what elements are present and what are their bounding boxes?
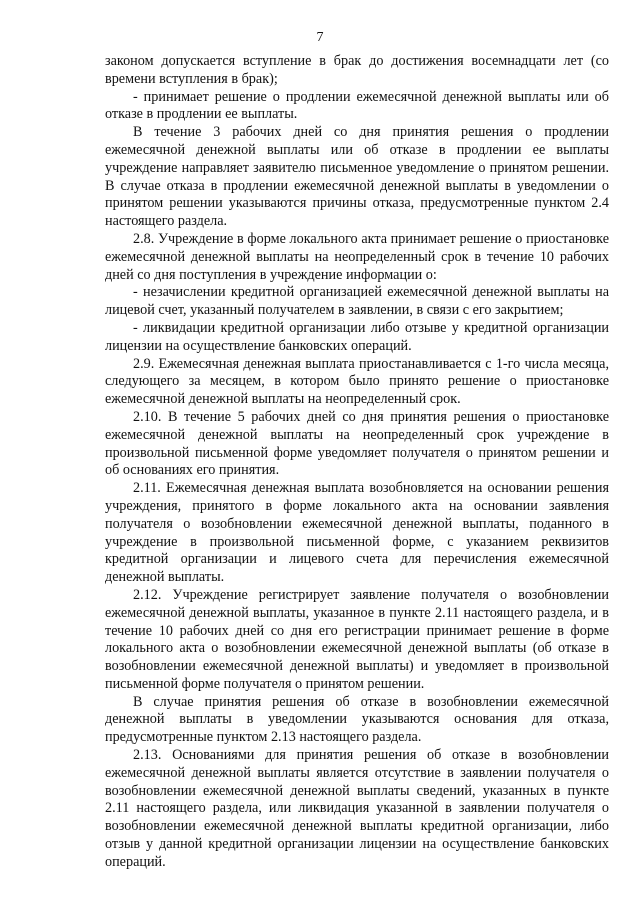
paragraph-3: В течение 3 рабочих дней со дня принятия решения о продлении ежемесячной денежной выплаты или об отказе в продлении ее выплаты учреждение направляет заявителю письменное уведомление о принятом решении. В случае отказа в продлении ежемесячной денежной выплаты в уведомлении о принятом решении указываются причины отказа, предусмотренные пунктом 2.4 настоящего раздела. [105,124,609,230]
paragraph-2-9: 2.9. Ежемесячная денежная выплата приостанавливается с 1-го числа месяца, следующего за месяцем, в котором было принято решение о приостановке ежемесячной денежной выплаты на неопределенный срок. [105,355,609,408]
paragraph-2-8: 2.8. Учреждение в форме локального акта принимает решение о приостановке ежемесячной денежной выплаты на неопределенный срок в течение 10 рабочих дней со дня поступления в учреждение информации о: [105,230,609,283]
page-number: 7 [316,30,324,45]
document-body [105,53,609,872]
paragraph-refusal-notice: В случае принятия решения об отказе в возобновлении ежемесячной денежной выплаты в уведомлении указываются основания для отказа, предусмотренные пунктом 2.13 настоящего раздела. [105,693,609,746]
list-item-likvidatsiya: - ликвидации кредитной организации либо отзыве у кредитной организации лицензии на осуществление банковских операций. [105,319,609,354]
paragraph-2-12: 2.12. Учреждение регистрирует заявление получателя о возобновлении ежемесячной денежной выплаты, указанное в пункте 2.11 настоящего раздела, и в течение 10 рабочих дней со дня его регистрации принимает решение в форме локального акта о возобновлении ежемесячной денежной выплаты (об отказе в возобновлении ежемесячной денежной выплаты) и уведомляет в произвольной письменной форме получателя о принятом решении. [105,586,609,692]
paragraph-2-13: 2.13. Основаниями для принятия решения об отказе в возобновлении ежемесячной денежной выплаты является отсутствие в заявлении получателя о возобновлении ежемесячной денежной выплаты сведений, указанных в пункте 2.11 настоящего раздела, или ликвидация указанной в заявлении получателя о возобновлении ежемесячной денежной выплаты кредитной организации, либо отзыв у данной кредитной организации лицензии на осуществление банковских операций. [105,747,609,870]
paragraph-2-10: 2.10. В течение 5 рабочих дней со дня принятия решения о приостановке ежемесячной денежной выплаты на неопределенный срок учреждение в произвольной письменной форме уведомляет получателя о принятом решении и об основаниях его принятия. [105,408,609,479]
paragraph-2: - принимает решение о продлении ежемесячной денежной выплаты или об отказе в продлении ее выплаты. [105,88,609,123]
list-item-nezachislenie: - незачислении кредитной организацией ежемесячной денежной выплаты на лицевой счет, указанный получателем в заявлении, в связи с его закрытием; [105,284,609,319]
paragraph-2-11: 2.11. Ежемесячная денежная выплата возобновляется на основании решения учреждения, принятого в форме локального акта на основании заявления получателя о возобновлении ежемесячной денежной выплаты, поданного в учреждение в произвольной письменной форме, с указанием реквизитов кредитной организации и лицевого счета для перечисления ежемесячной денежной выплаты. [105,480,609,586]
paragraph-1: законом допускается вступление в брак до достижения восемнадцати лет (со времени вступления в брак); [105,53,609,87]
